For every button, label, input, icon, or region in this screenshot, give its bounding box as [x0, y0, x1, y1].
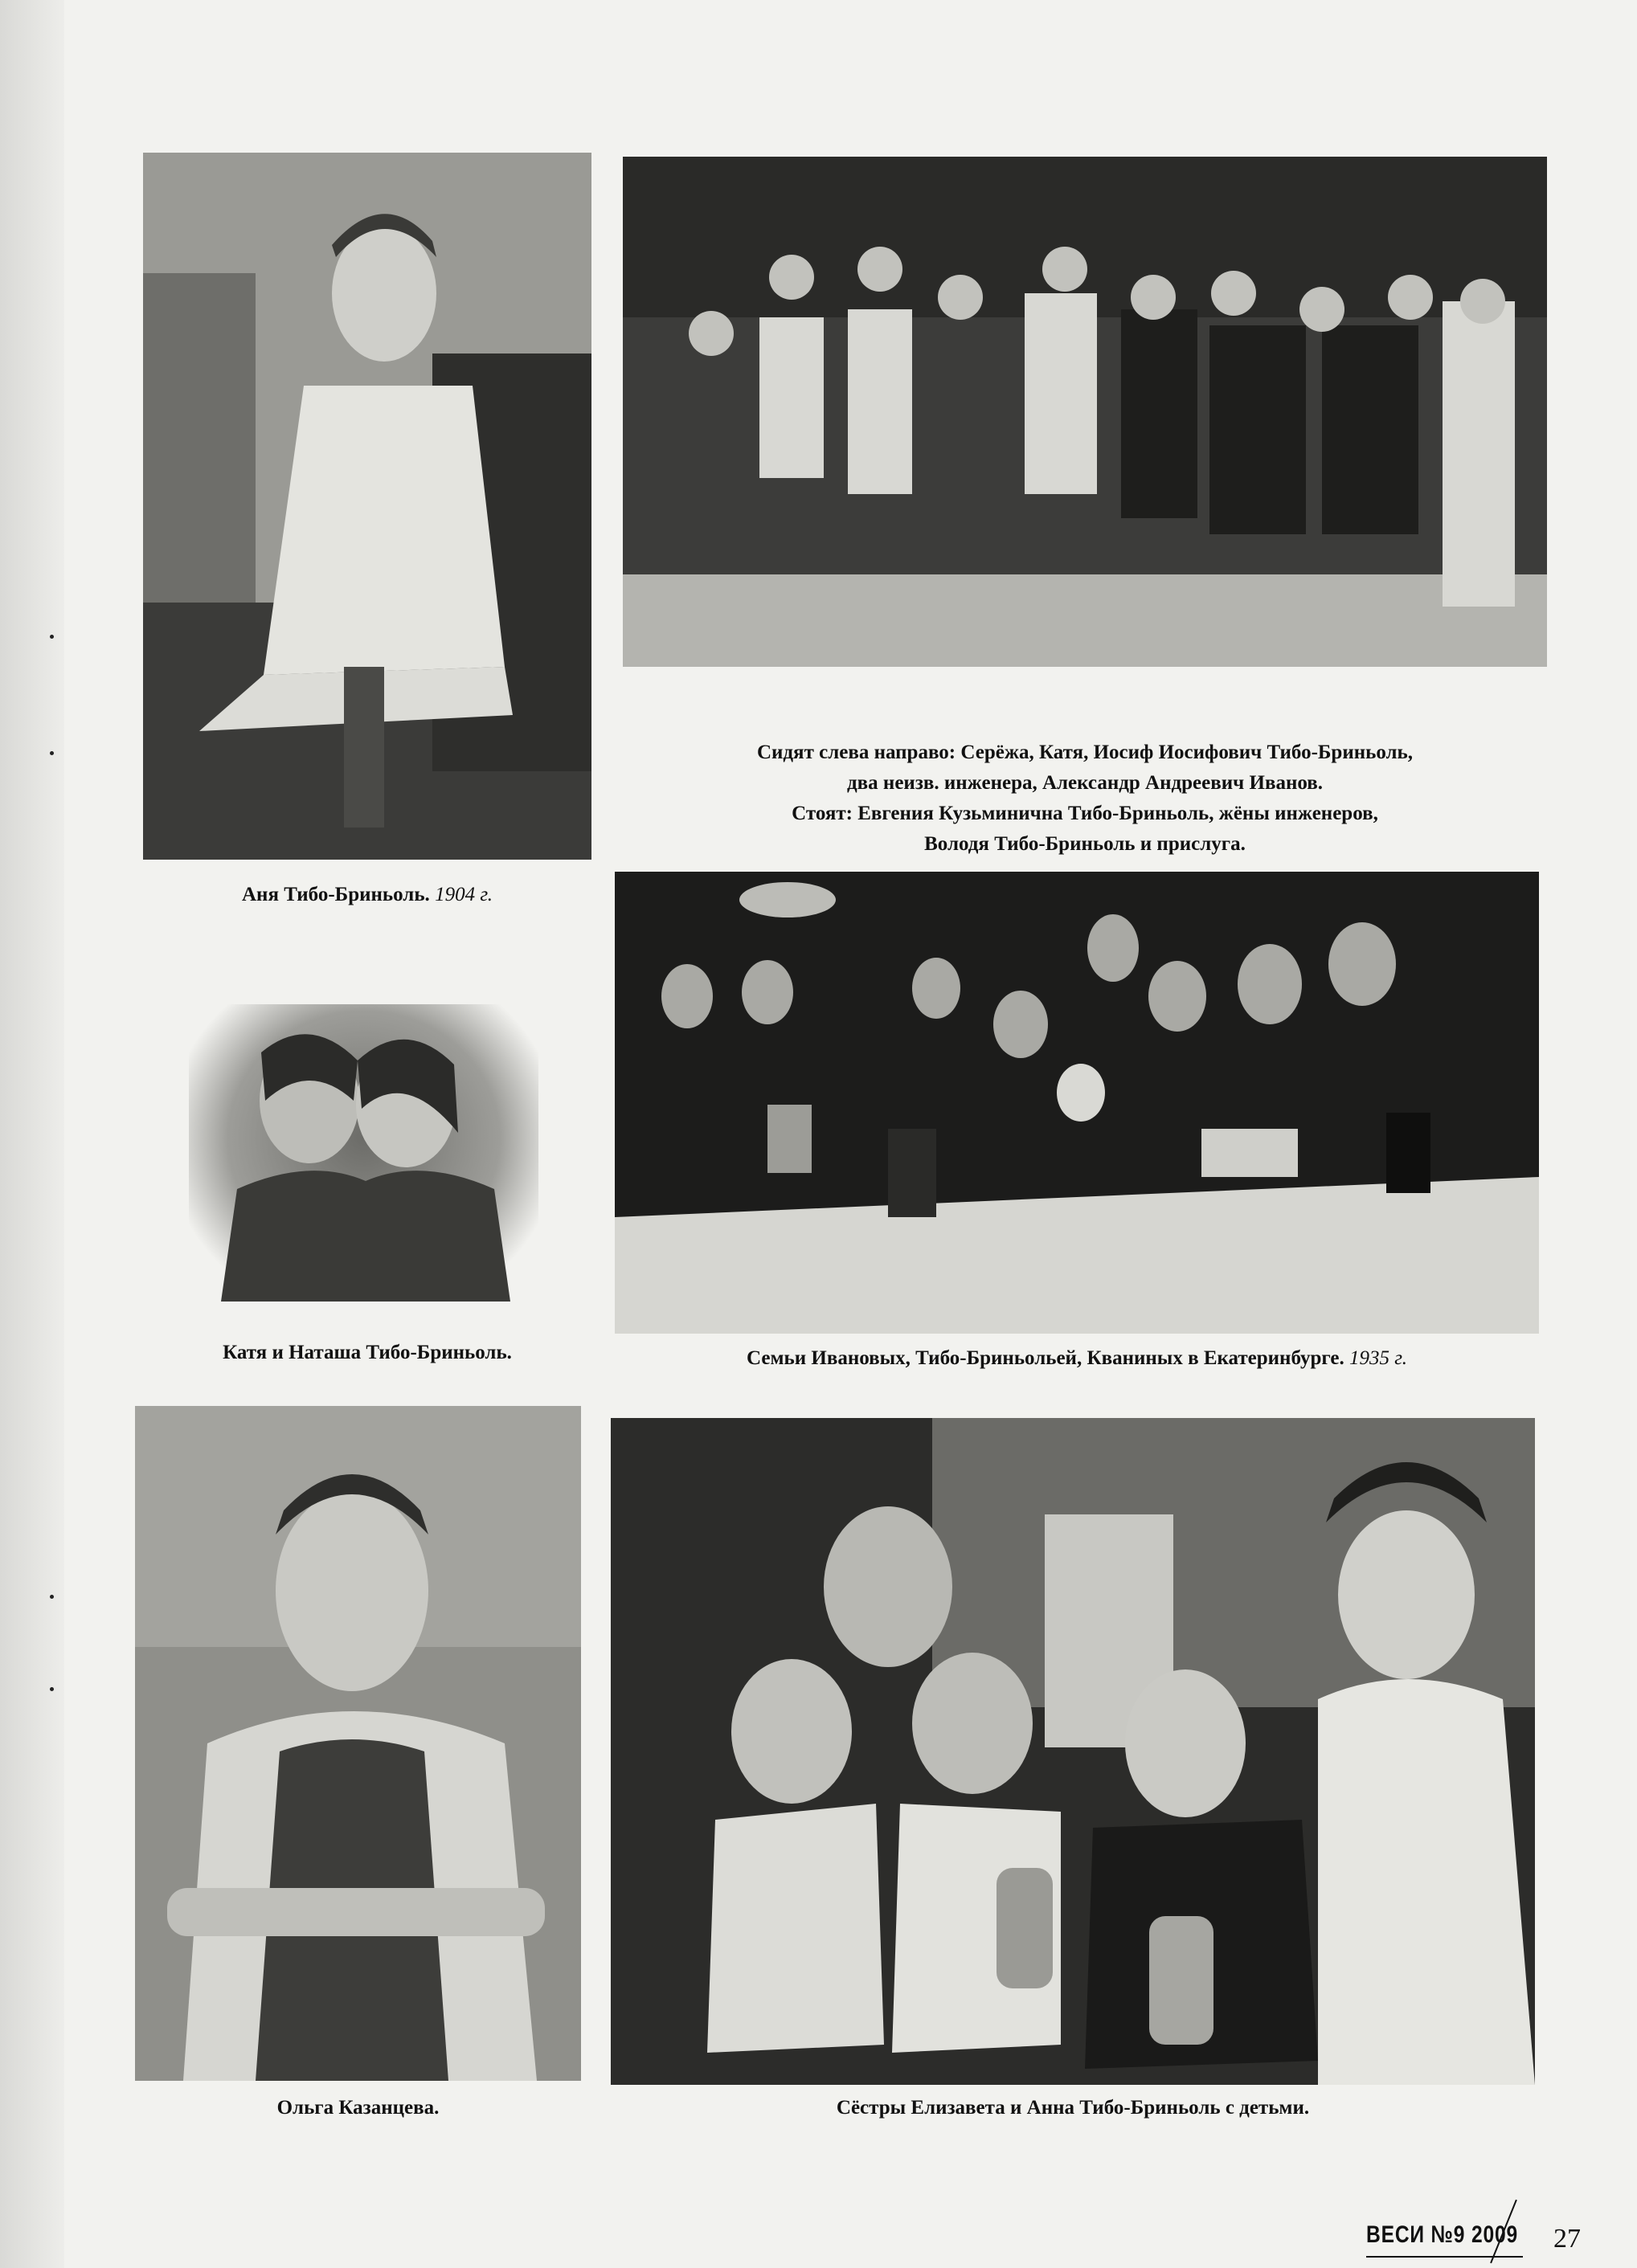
footer-rule [1366, 2256, 1523, 2258]
magazine-issue: ВЕСИ №9 2009 [1366, 2221, 1518, 2248]
photo-sisters-children [611, 1418, 1535, 2085]
caption-anya-year: 1904 г. [435, 884, 493, 905]
page-number: 27 [1553, 2224, 1581, 2254]
caption-group-line4: Володя Тибо-Бриньоль и прислуга. [924, 833, 1246, 855]
photo-group-outdoors [623, 157, 1547, 667]
caption-group-line2: два неизв. инженера, Александр Андреевич Иванов. [847, 772, 1323, 794]
scan-mark [50, 1595, 54, 1599]
caption-families-text: Семьи Ивановых, Тибо-Бриньольей, Кваниных в Екатеринбурге. [747, 1347, 1344, 1369]
caption-sisters-children: Сёстры Елизавета и Анна Тибо-Бриньоль с детьми. [836, 2097, 1310, 2119]
photo-anya [143, 153, 591, 860]
scan-mark [50, 1687, 54, 1691]
scan-mark [50, 751, 54, 755]
page-binding-edge [0, 0, 64, 2268]
caption-olga: Ольга Казанцева. [276, 2097, 440, 2119]
caption-families-1935 [615, 1343, 1539, 1374]
caption-families-year: 1935 г. [1349, 1347, 1407, 1369]
caption-katya-natasha: Катя и Наташа Тибо-Бриньоль. [223, 1342, 512, 1363]
caption-group-outdoors [623, 738, 1547, 860]
caption-anya [143, 880, 591, 910]
photo-olga [135, 1406, 581, 2081]
caption-group-line1: Сидят слева направо: Серёжа, Катя, Иосиф Иосифович Тибо-Бриньоль, [756, 742, 1414, 763]
caption-anya-name: Аня Тибо-Бриньоль. [241, 884, 430, 905]
caption-group-line3: Стоят: Евгения Кузьминична Тибо-Бриньоль, жёны инженеров, [792, 803, 1378, 824]
photo-katya-natasha [189, 1004, 538, 1302]
photo-families-1935 [615, 872, 1539, 1334]
scan-mark [50, 635, 54, 639]
